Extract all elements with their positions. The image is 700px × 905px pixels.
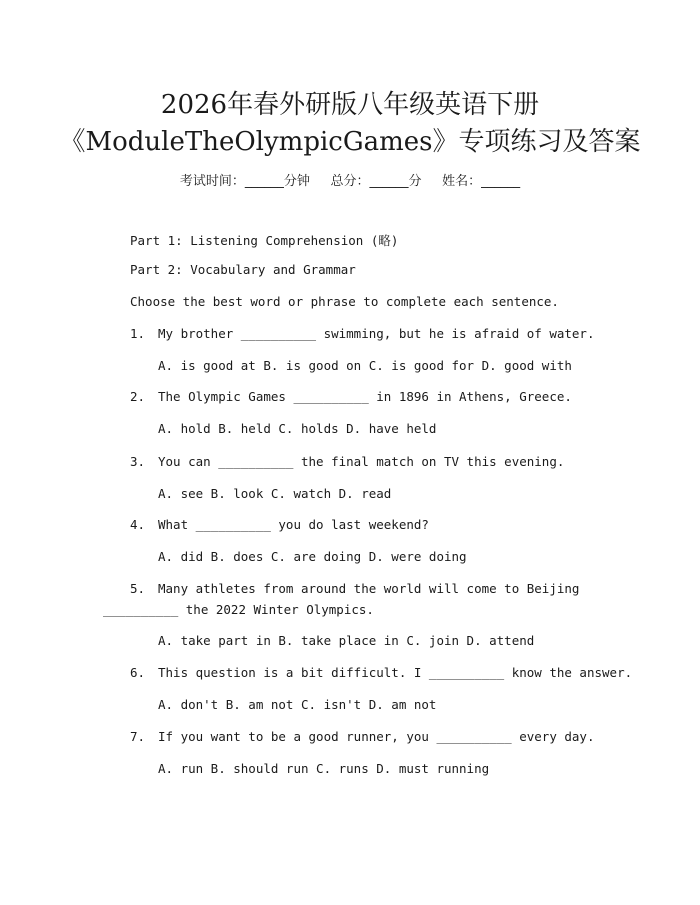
question-text: Many athletes from around the world will come to Beijing xyxy=(158,581,580,596)
question-number: 3. xyxy=(130,454,146,469)
document-title-line-2: 《ModuleTheOlympicGames》专项练习及答案 xyxy=(59,127,641,157)
instruction-text: Choose the best word or phrase to complete each sentence. xyxy=(130,294,559,309)
question-text: My brother __________ swimming, but he is afraid of water. xyxy=(158,326,595,341)
question-number: 6. xyxy=(130,665,146,680)
question-number: 2. xyxy=(130,389,146,404)
question-number: 1. xyxy=(130,326,146,341)
exam-info-line: 考试时间：______分钟 总分：______分 姓名：______ xyxy=(179,174,521,189)
question-text: The Olympic Games __________ in 1896 in Athens, Greece. xyxy=(158,389,572,404)
question-options: A. hold B. held C. holds D. have held xyxy=(158,421,437,436)
question-options: A. see B. look C. watch D. read xyxy=(158,486,392,501)
question-options: A. take part in B. take place in C. join D. attend xyxy=(158,633,535,648)
part-2-heading: Part 2: Vocabulary and Grammar xyxy=(130,262,356,277)
question-text: This question is a bit difficult. I __________ know the answer. xyxy=(158,665,633,680)
question-options: A. is good at B. is good on C. is good for D. good with xyxy=(158,358,572,373)
question-text: What __________ you do last weekend? xyxy=(158,517,429,532)
question-options: A. don't B. am not C. isn't D. am not xyxy=(158,697,437,712)
question-number: 5. xyxy=(130,581,146,596)
question-options: A. did B. does C. are doing D. were doing xyxy=(158,549,467,564)
question-text: If you want to be a good runner, you __________ every day. xyxy=(158,729,595,744)
document-title-line-1: 2026年春外研版八年级英语下册 xyxy=(160,90,540,120)
question-text-continued: __________ the 2022 Winter Olympics. xyxy=(103,602,374,617)
part-1-heading: Part 1: Listening Comprehension (略) xyxy=(130,233,399,248)
question-number: 7. xyxy=(130,729,146,744)
question-text: You can __________ the final match on TV this evening. xyxy=(158,454,565,469)
question-options: A. run B. should run C. runs D. must running xyxy=(158,761,490,776)
question-number: 4. xyxy=(130,517,146,532)
